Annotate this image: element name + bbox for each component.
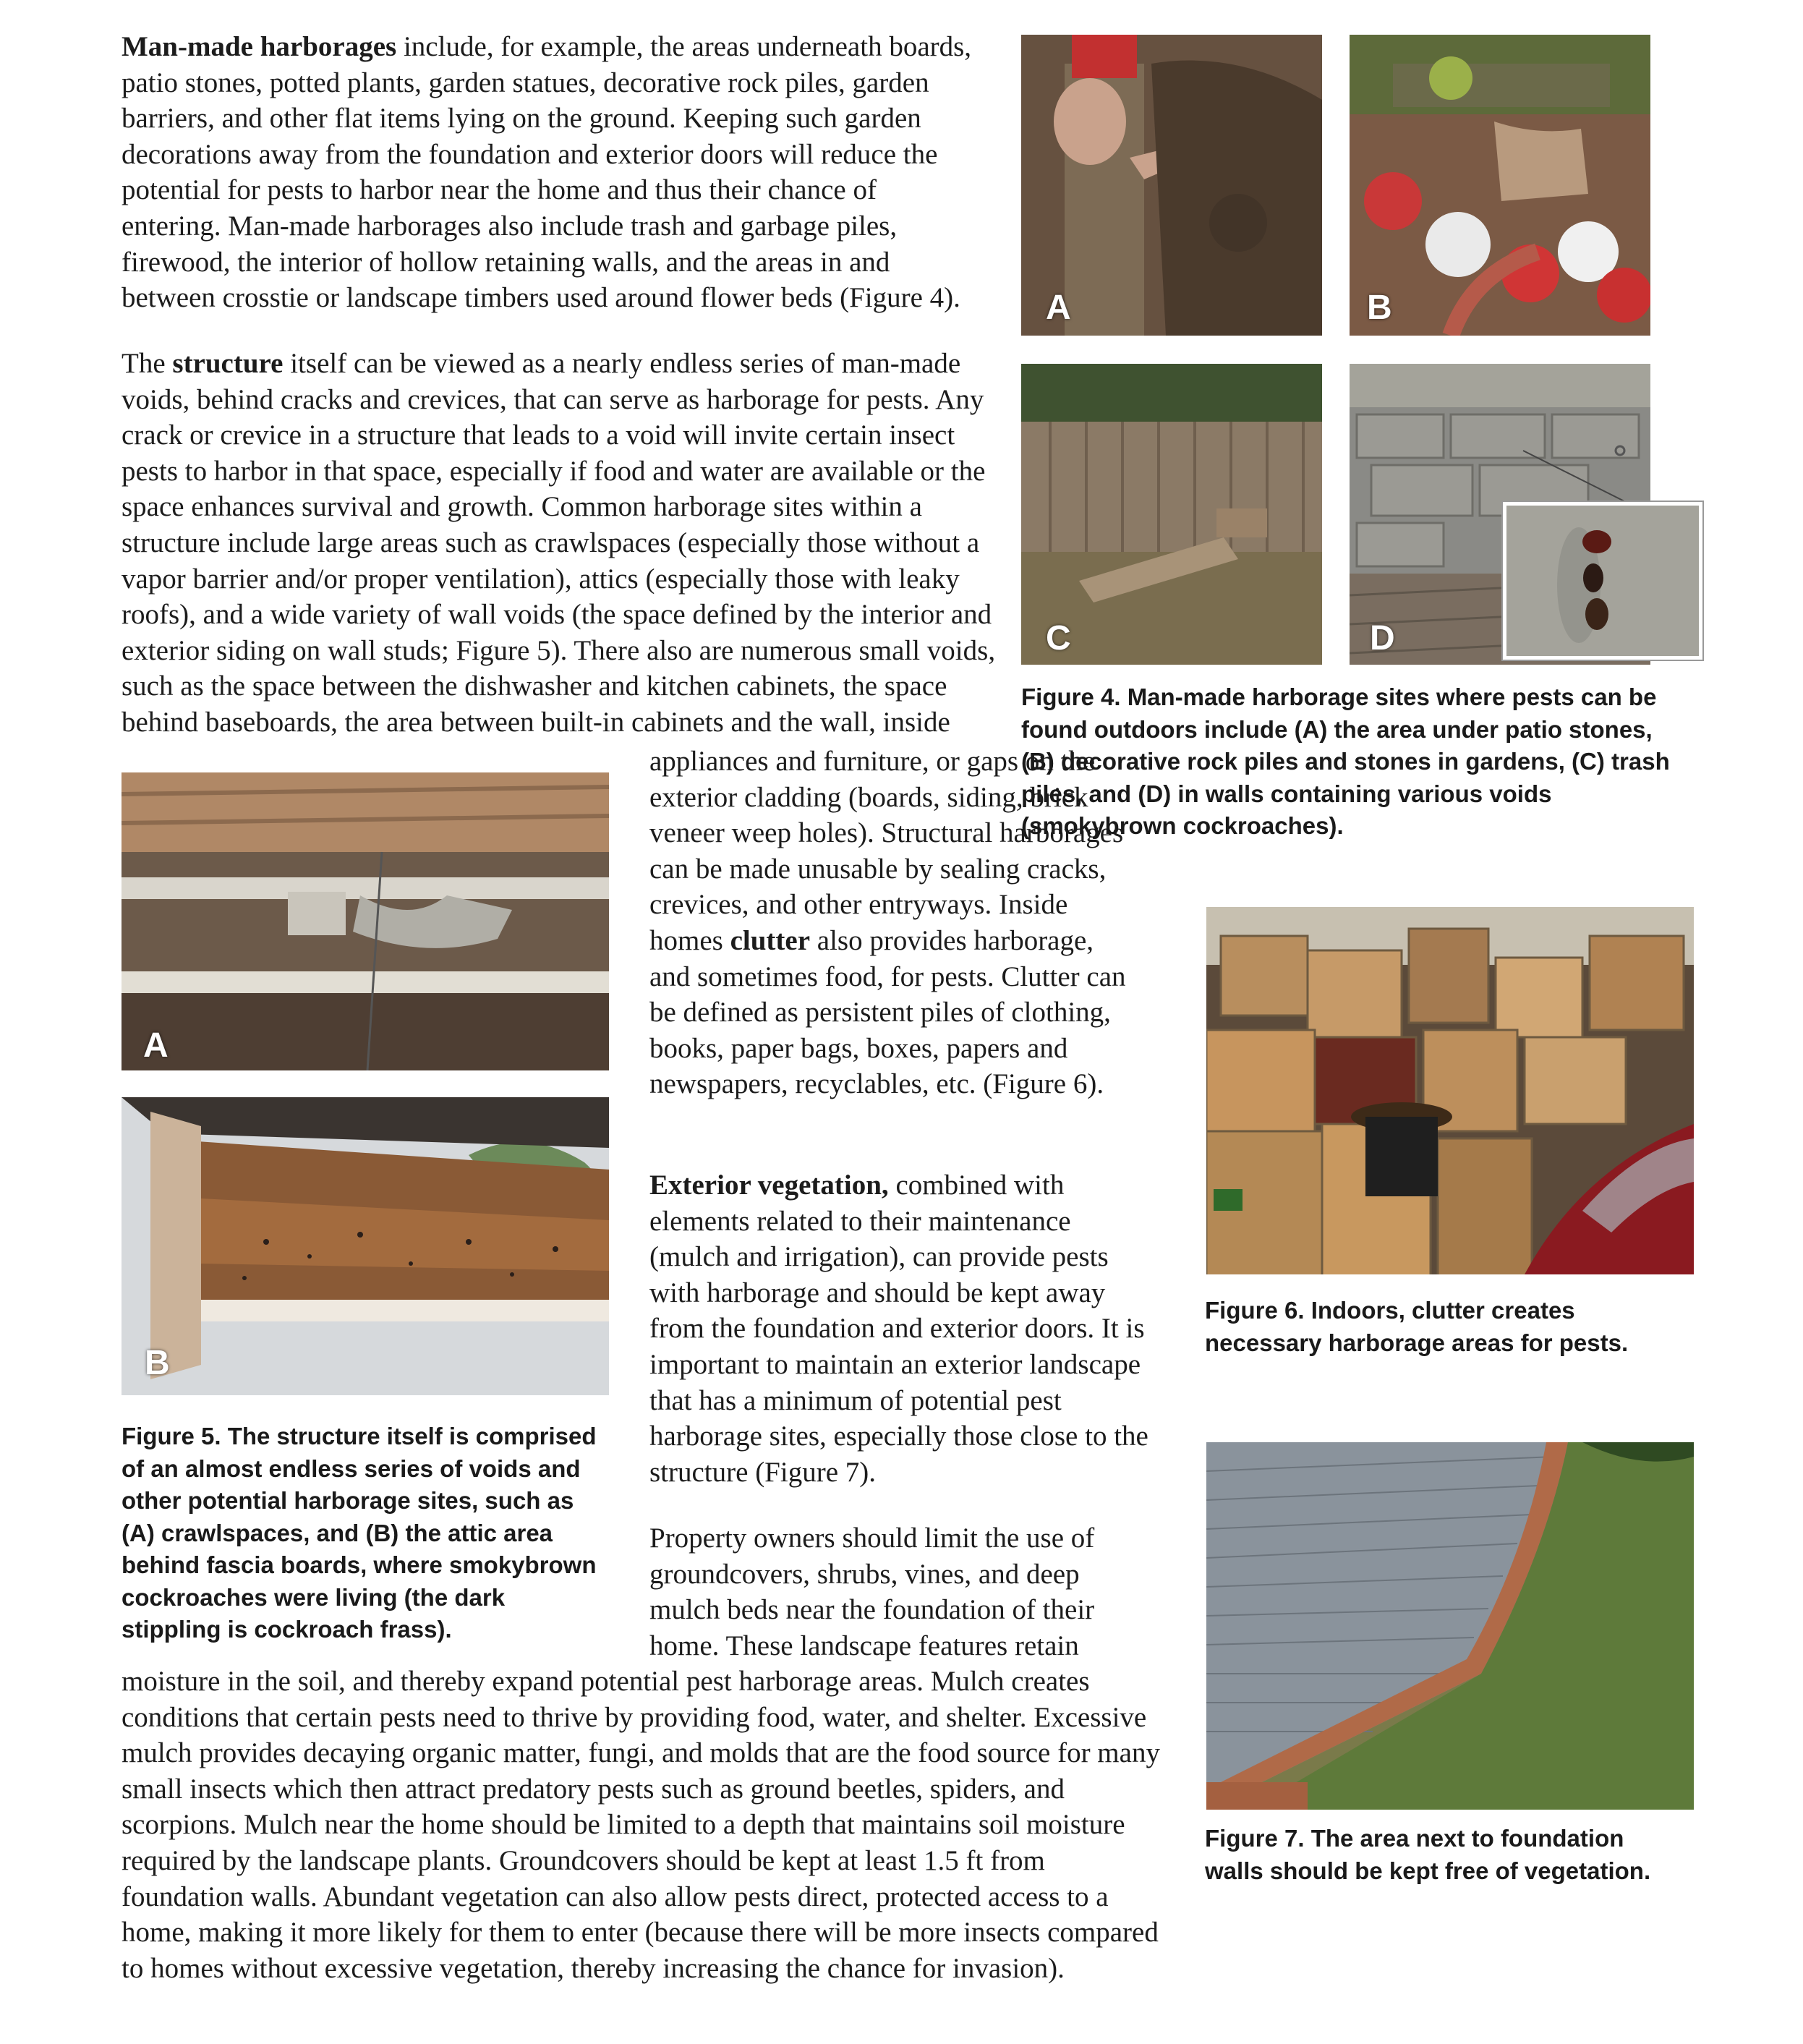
paragraph-groundcovers-continued bbox=[122, 1664, 1167, 1986]
figure4-photo-b bbox=[1350, 35, 1650, 336]
figure4-photo-c bbox=[1021, 364, 1322, 665]
figure5-photo-b bbox=[122, 1097, 609, 1395]
paragraph-structure bbox=[122, 346, 998, 741]
figure4-inset-cockroach bbox=[1503, 502, 1702, 660]
paragraph-text: also provides harborage, and sometimes food, for pests. Clutter can be defined as persistent piles of clothing, books, paper bags, boxes, papers and newspapers, recyclables, etc. (Figure 6). bbox=[649, 924, 1126, 1100]
figure5-photo-a bbox=[122, 772, 609, 1070]
term-man-made-harborages: Man-made harborages bbox=[122, 31, 397, 62]
term-structure: structure bbox=[172, 348, 284, 379]
paragraph-groundcovers bbox=[649, 1520, 1128, 1664]
figure4-label-a: A bbox=[1046, 289, 1071, 327]
paragraph-text: include, for example, the areas underneath boards, patio stones, potted plants, garden statues, decorative rock piles, garden barriers, and other flat items lying on the ground. Keeping such garden decorations away from the foundation and exterior doors will reduce the potential for pests to harbor near the home and thus their chance of entering. Man-made harborages also include trash and garbage piles, firewood, the interior of hollow retaining walls, and the areas in and between crosstie or landscape timbers used around flower beds (Figure 4). bbox=[122, 31, 972, 314]
figure5-label-b: B bbox=[145, 1344, 170, 1382]
figure6-photo bbox=[1206, 907, 1694, 1274]
figure4-label-d: D bbox=[1370, 619, 1395, 657]
paragraph-exterior-vegetation bbox=[649, 1167, 1156, 1490]
paragraph-text: appliances and furniture, or gaps on the exterior cladding (boards, siding, brick veneer weep holes). Structural harborages can be made unusable by sealing cracks, crevices, and other entryways. Inside homes bbox=[649, 746, 1124, 956]
paragraph-text: combined with elements related to their maintenance (mulch and irrigation), can provide pests with harborage and should be kept away from the foundation and exterior doors. It is important to maintain an exterior landscape that has a minimum of potential pest harborage sites, especially those close to the structure (Figure 7). bbox=[649, 1170, 1148, 1488]
paragraph-text: itself can be viewed as a nearly endless series of man-made voids, behind cracks and crevices, that can serve as harborage for pests. Any crack or crevice in a structure that leads to a void will invite certain insect pests to harbor in that space, especially if food and water are available or the space enhances survival and growth. Common harborage sites within a structure include large areas such as crawlspaces (especially those without a vapor barrier and/or proper ventilation), attics (especially those with leaky roofs), and a wide variety of wall voids (the space defined by the interior and exterior siding on wall studs; Figure 5). There also are numerous small voids, such as the space between the dishwasher and kitchen cabinets, the space behind baseboards, the area between built-in cabinets and the wall, inside bbox=[122, 348, 996, 738]
figure7-photo bbox=[1206, 1442, 1694, 1810]
figure4-caption: Figure 4. Man-made harborage sites where pests can be found outdoors include (A) the area under patio stones, (B) decorative rock piles and stones in gardens, (C) trash piles, and (D) in walls containing various voids (smokybrown cockroaches). bbox=[1021, 684, 1670, 839]
figure7-caption: Figure 7. The area next to foundation walls should be kept free of vegetation. bbox=[1205, 1825, 1651, 1884]
term-clutter: clutter bbox=[730, 924, 811, 956]
term-exterior-vegetation: Exterior vegetation, bbox=[649, 1170, 889, 1201]
figure4-label-c: C bbox=[1046, 619, 1071, 657]
figure6-caption: Figure 6. Indoors, clutter creates necessary harborage areas for pests. bbox=[1205, 1297, 1629, 1356]
paragraph-text: moisture in the soil, and thereby expand potential pest harborage areas. Mulch creates conditions that certain pests need to thrive by providing food, water, and shelter. Excessive mulch provides decaying organic matter, fungi, and molds that are the food source for many small insects which then attract predatory pests such as ground beetles, spiders, and scorpions. Mulch near the home should be limited to a depth that maintains soil moisture required by the landscape plants. Groundcovers should be kept at least 1.5 ft from foundation walls. Abundant vegetation can also allow pests direct, protected access to a home, making it more likely for them to enter (because there will be more insects compared to homes without excessive vegetation, thereby increasing the chance for invasion). bbox=[122, 1666, 1160, 1984]
paragraph-text: Property owners should limit the use of groundcovers, shrubs, vines, and deep mulch beds near the foundation of their home. These landscape features retain bbox=[649, 1523, 1095, 1661]
paragraph-man-made-harborages bbox=[122, 29, 975, 316]
figure5-label-a: A bbox=[143, 1026, 169, 1065]
figure4-label-b: B bbox=[1367, 289, 1392, 327]
figure5-caption: Figure 5. The structure itself is comprised of an almost endless series of voids and other potential harborage sites, such as (A) crawlspaces, and (B) the attic area behind fascia boards, where smokybrown cockroaches were living (the dark stippling is cockroach frass). bbox=[122, 1423, 597, 1643]
figure4-photo-a bbox=[1021, 35, 1322, 336]
paragraph-lead: The bbox=[122, 348, 173, 379]
